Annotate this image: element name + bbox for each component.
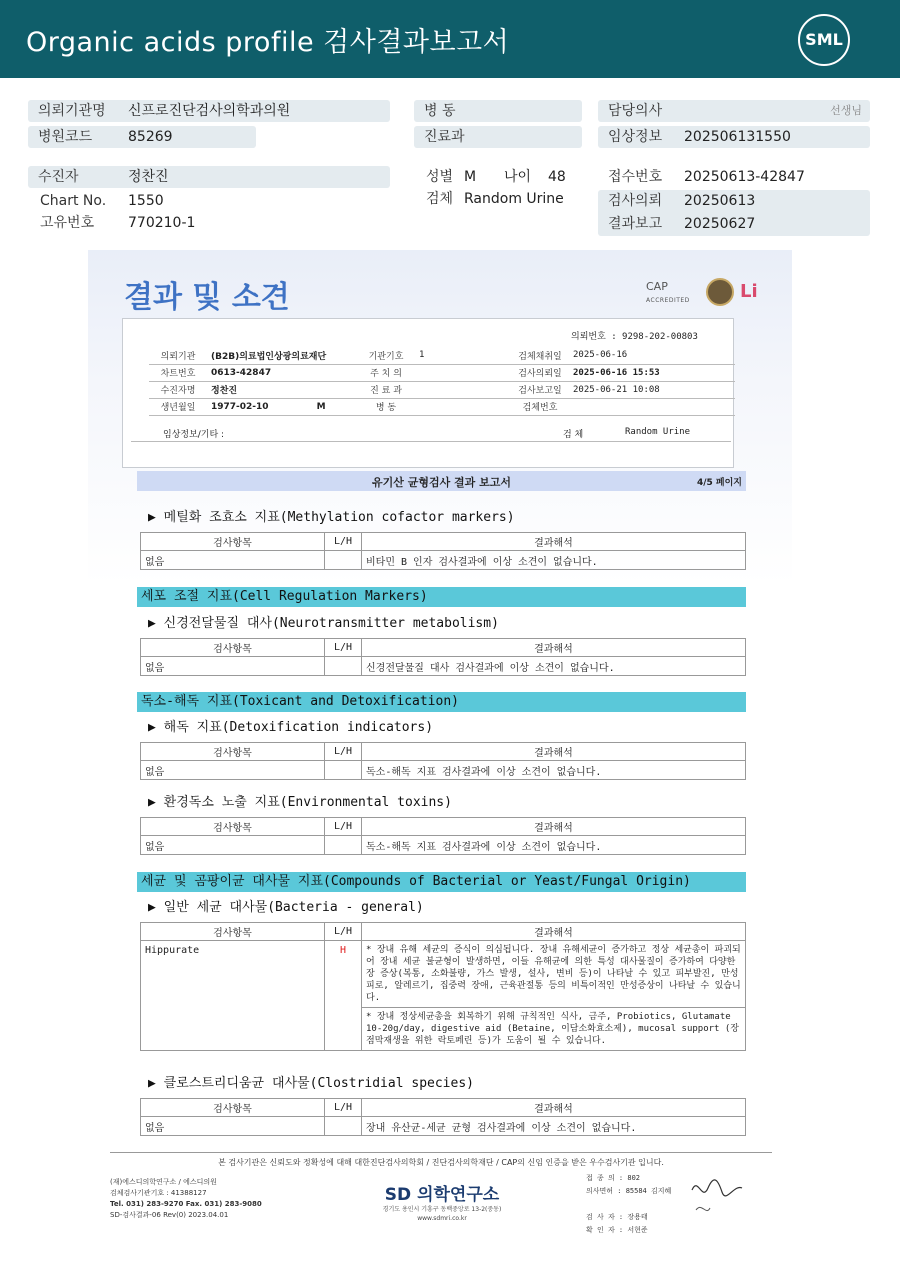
table-row: 없음 신경전달물질 대사 검사결과에 이상 소견이 없습니다.	[141, 657, 746, 676]
result-table-clostridial: 검사항목 L/H 결과해석 없음 장내 유산균-세균 균형 검사결과에 이상 소견이 없습니다.	[140, 1098, 746, 1136]
request-number: 의뢰번호 : 9298-202-00803	[571, 332, 698, 342]
lab-info-row: 수진자명 정찬진 진 료 과 검사보고일 2025-06-21 10:08	[149, 381, 735, 398]
lab-info-row: 의뢰기관 (B2B)의료법인상광의료재단 기관기호 1 검체채취일 2025-06-16	[149, 347, 735, 364]
field-sex-age: 성별 M 나이 48	[426, 169, 566, 185]
section-bar-bacterial: 세균 및 곰팡이균 대사물 지표(Compounds of Bacterial or Yeast/Fungal Origin)	[137, 872, 746, 892]
field-hospital-code: 병원코드 85269	[28, 126, 256, 148]
result-table-methylation: 검사항목 L/H 결과해석 없음 비타민 B 인자 검사결과에 이상 소견이 없습니다.	[140, 532, 746, 570]
header-bar	[0, 0, 900, 78]
interpretation-2: * 장내 정상세균총을 회복하기 위해 규칙적인 식사, 금주, Probiotics, Glutamate 10-20g/day, digestive aid (Betaine, 이담소화효소제), mucosal support (장점막재생을 위한 락토페린 등)가 도움이 될 수 있습니다.	[362, 1007, 745, 1050]
subsection-bacteria-general: ▶ 일반 세균 대사물(Bacteria - general)	[148, 900, 424, 915]
field-specimen: 검체 Random Urine	[426, 191, 564, 207]
report-title: 결과 및 소견	[124, 280, 290, 315]
lab-info-row: 차트번호 0613-42847 주 치 의 검사의뢰일 2025-06-16 15:53	[149, 364, 735, 381]
accreditation-note: 본 검사기관은 신뢰도와 정확성에 대해 대한진단검사의학회 / 진단검사의학재단 / CAP의 신임 인증을 받은 우수검사기관 입니다.	[110, 1152, 772, 1168]
table-row: 없음 독소-해독 지표 검사결과에 이상 소견이 없습니다.	[141, 836, 746, 855]
subsection-methylation: ▶ 메틸화 조효소 지표(Methylation cofactor markers)	[148, 510, 515, 525]
institute-info: (재)에스디의학연구소 / 에스디의원 검체검사기관기호 : 41388127 Tel. 031) 283-9270 Fax. 031) 283-9080 SD-검사결과-06 Rev(0) 2023.04.01	[110, 1178, 262, 1219]
subsection-clostridial: ▶ 클로스트리디움균 대사물(Clostridial species)	[148, 1076, 474, 1091]
field-chart-no: Chart No. 1550	[40, 193, 164, 209]
li-badge-icon: Li	[740, 281, 758, 302]
lab-info-table	[149, 347, 735, 416]
interpretation-1: * 장내 유해 세균의 증식이 의심됩니다. 장내 유해세균이 증가하고 정상 세균총이 파괴되어 장내 세균 불균형이 발생하면, 이들 유해균에 의한 특성 대사물질이 증가하여 다양한 장 증상(복통, 소화불량, 가스 발생, 설사, 변비 등)이 나타날 수 있고 피부발진, 만성피로, 알레르기, 집중력 장애, 근육관절통 등의 비특이적인 만성증상이 나타날 수 있습니다.	[366, 945, 741, 1003]
sml-logo: SML	[798, 14, 850, 66]
section-bar-toxicant: 독소-해독 지표(Toxicant and Detoxification)	[137, 692, 746, 712]
sd-logo: SD 의학연구소 경기도 용인시 기흥구 동백중앙로 13-2(중동) www.sdmri.co.kr	[382, 1185, 502, 1222]
table-row: 없음 비타민 B 인자 검사결과에 이상 소견이 없습니다.	[141, 551, 746, 570]
signature-icon	[688, 1172, 744, 1222]
subsection-neurotransmitter: ▶ 신경전달물질 대사(Neurotransmitter metabolism)	[148, 616, 499, 631]
high-flag: H	[325, 941, 362, 1051]
result-table-detoxification: 검사항목 L/H 결과해석 없음 독소-해독 지표 검사결과에 이상 소견이 없습니다.	[140, 742, 746, 780]
result-table-environmental: 검사항목 L/H 결과해석 없음 독소-해독 지표 검사결과에 이상 소견이 없습니다.	[140, 817, 746, 855]
result-table-neurotransmitter: 검사항목 L/H 결과해석 없음 신경전달물질 대사 검사결과에 이상 소견이 없습니다.	[140, 638, 746, 676]
table-row: Hippurate H * 장내 유해 세균의 증식이 의심됩니다. 장내 유해세균이 증가하고 정상 세균총이 파괴되어 장내 세균 불균형이 발생하면, 이들 유해균에 의한 특성 대사물질이 증가하여 다양한 장 증상(복통, 소화불량, 가스 발생, 설사, 변비 등)이 나타날 수 있고 피부발진, 만성피로, 알레르기, 집중력 장애, 근육관절통 등의 비특이적인 만성증상이 나타날 수 있습니다. * 장내 정상세균총을 회복하기 위해 규칙적인 식사, 금주, Probiotics, Glutamate 10-20g/day, digestive aid (Betaine, 이담소화효소제), mucosal support (장점막재생을 위한 락토페린 등)가 도움이 될 수 있습니다.	[141, 941, 746, 1051]
field-examinee: 수진자 정찬진	[28, 166, 390, 188]
field-requesting-org: 의뢰기관명 신프로진단검사의학과의원	[28, 100, 390, 122]
lab-info-row: 생년월일 1977-02-10 M 병 동 검체번호	[149, 398, 735, 415]
subsection-environmental: ▶ 환경독소 노출 지표(Environmental toxins)	[148, 795, 452, 810]
result-table-bacteria: 검사항목 L/H 결과해석 Hippurate H * 장내 유해 세균의 증식이 의심됩니다. 장내 유해세균이 증가하고 정상 세균총이 파괴되어 장내 세균 불균형이 발생하면, 이들 유해균에 의한 특성 대사물질이 증가하여 다양한 장 증상(복통, 소화불량, 가스 발생, 설사, 변비 등)이 나타날 수 있고 피부발진, 만성피로, 알레르기, 집중력 장애, 근육관절통 등의 비특이적인 만성증상이 나타날 수 있습니다. * 장내 정상세균총을 회복하기 위해 규칙적인 식사, 금주, Probiotics, Glutamate 10-20g/day, digestive aid (Betaine, 이담소화효소제), mucosal support (장점막재생을 위한 락토페린 등)가 도움이 될 수 있습니다.	[140, 922, 746, 1051]
field-dates: 검사의뢰 20250613 결과보고 20250627	[598, 190, 870, 236]
field-ward: 병 동	[414, 100, 582, 122]
section-bar-cell-regulation: 세포 조절 지표(Cell Regulation Markers)	[137, 587, 746, 607]
field-receipt-no: 접수번호 20250613-42847	[608, 169, 805, 185]
field-clinical-info: 임상정보 202506131550	[598, 126, 870, 148]
signatory-info: 접 종 의 : 802 의사면허 : 85584 김지혜 검 사 자 : 장용태 확 인 자 : 서현준	[586, 1174, 672, 1234]
field-unique-no: 고유번호 770210-1	[40, 215, 196, 231]
cap-badge-icon: CAP ACCREDITED	[646, 280, 690, 304]
seal-badge-icon	[706, 278, 734, 306]
field-doctor: 담당의사 선생님	[598, 100, 870, 122]
clinical-info-line: 임상정보/기타 : 검 체 Random Urine	[131, 424, 731, 442]
field-department: 진료과	[414, 126, 582, 148]
subsection-detoxification: ▶ 해독 지표(Detoxification indicators)	[148, 720, 434, 735]
table-row: 없음 장내 유산균-세균 균형 검사결과에 이상 소견이 없습니다.	[141, 1117, 746, 1136]
lab-info-box	[122, 318, 734, 468]
page-indicator: 4/5 페이지	[696, 478, 742, 488]
page-title: Organic acids profile 검사결과보고서	[26, 27, 510, 58]
table-row: 없음 독소-해독 지표 검사결과에 이상 소견이 없습니다.	[141, 761, 746, 780]
sheet-header: 유기산 균형검사 결과 보고서 4/5 페이지	[137, 471, 746, 491]
